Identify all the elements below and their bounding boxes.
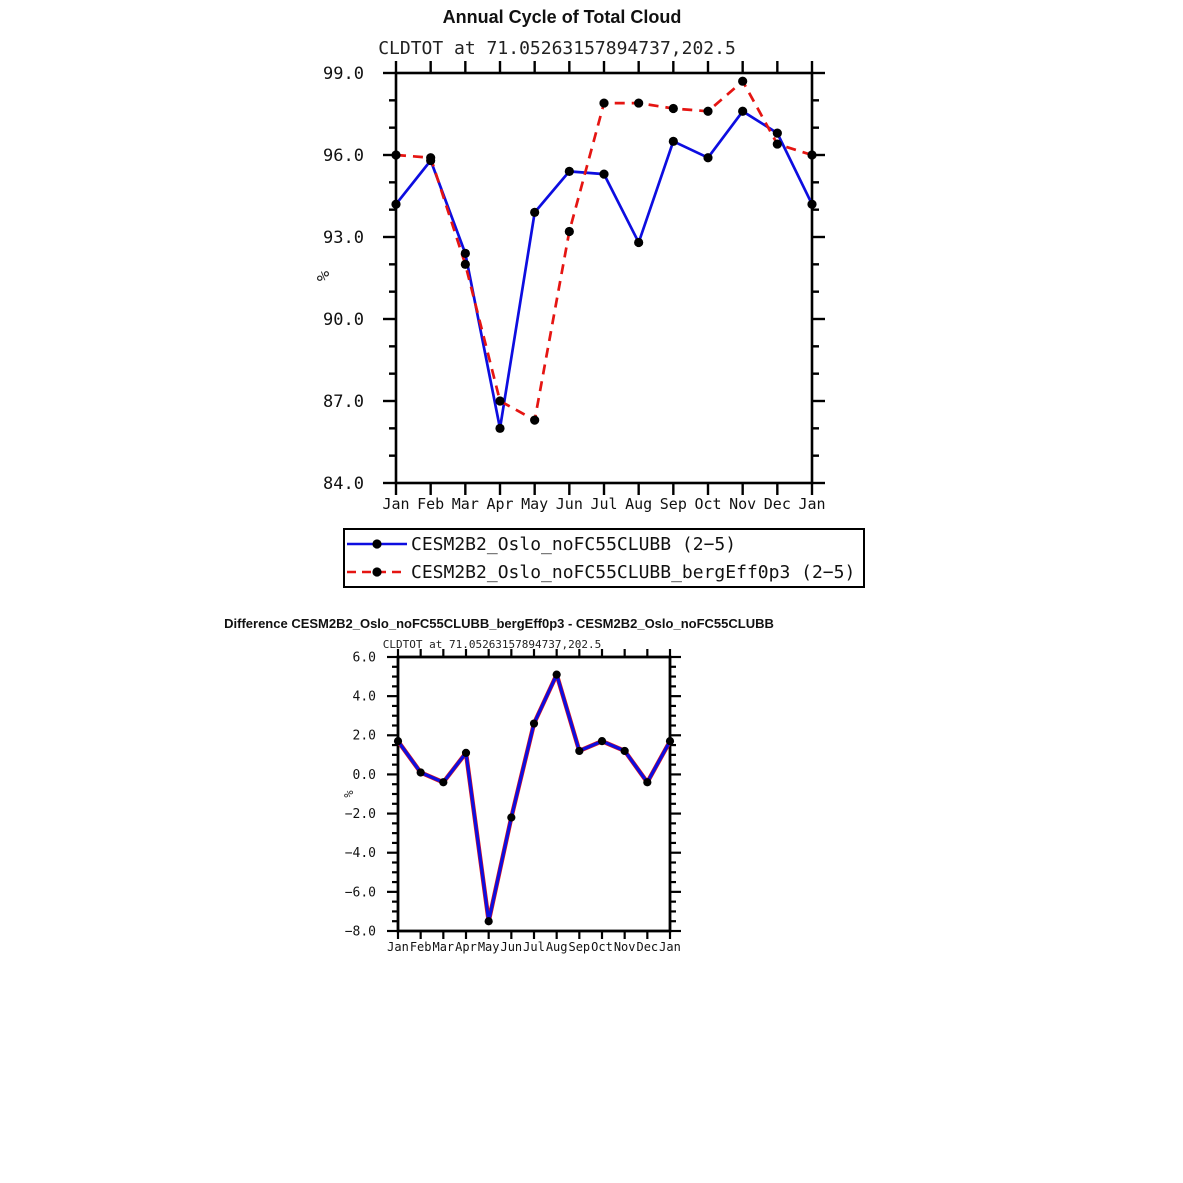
- legend-line-sample-solid-icon: [345, 534, 411, 554]
- legend: [343, 528, 865, 588]
- svg-text:Feb: Feb: [417, 495, 445, 513]
- top-chart-subtitle: CLDTOT at 71.05263157894737,202.5: [378, 38, 736, 59]
- svg-text:Sep: Sep: [568, 940, 591, 954]
- svg-text:Apr: Apr: [455, 940, 477, 954]
- svg-text:Apr: Apr: [486, 495, 514, 513]
- top-chart-title: Annual Cycle of Total Cloud: [442, 7, 682, 27]
- svg-text:Nov: Nov: [729, 495, 757, 513]
- diff-chart-title: Difference CESM2B2_Oslo_noFC55CLUBB_bergEff0p3 - CESM2B2_Oslo_noFC55CLUBB: [224, 616, 774, 631]
- diff-chart-subtitle: CLDTOT at 71.05263157894737,202.5: [382, 638, 602, 651]
- svg-text:Sep: Sep: [659, 495, 687, 513]
- svg-text:Aug: Aug: [545, 940, 568, 954]
- legend-label-experiment: CESM2B2_Oslo_noFC55CLUBB_bergEff0p3 (2−5): [411, 561, 856, 583]
- svg-text:Mar: Mar: [451, 495, 479, 513]
- svg-text:Jul: Jul: [523, 940, 545, 954]
- svg-text:−6.0: −6.0: [344, 885, 376, 901]
- legend-label-control: CESM2B2_Oslo_noFC55CLUBB (2−5): [411, 533, 737, 555]
- svg-text:Nov: Nov: [613, 940, 636, 954]
- legend-line-sample-dashed-icon: [345, 562, 411, 582]
- svg-text:Jan: Jan: [798, 495, 826, 513]
- legend-row-control: [345, 530, 863, 558]
- svg-text:93.0: 93.0: [323, 227, 364, 248]
- svg-text:Dec: Dec: [763, 495, 791, 513]
- svg-text:May: May: [477, 940, 500, 954]
- svg-text:Jun: Jun: [500, 940, 523, 954]
- svg-text:May: May: [521, 495, 549, 513]
- svg-text:90.0: 90.0: [323, 309, 364, 330]
- svg-text:96.0: 96.0: [323, 145, 364, 166]
- svg-text:0.0: 0.0: [352, 767, 376, 783]
- svg-text:99.0: 99.0: [323, 63, 364, 84]
- svg-text:Jun: Jun: [555, 495, 583, 513]
- svg-text:Aug: Aug: [625, 495, 653, 513]
- svg-text:Feb: Feb: [409, 940, 432, 954]
- svg-text:Jan: Jan: [382, 495, 410, 513]
- top-chart-y-axis-label: %: [314, 270, 334, 282]
- svg-text:Dec: Dec: [636, 940, 659, 954]
- svg-text:87.0: 87.0: [323, 391, 364, 412]
- svg-text:Mar: Mar: [432, 940, 455, 954]
- legend-row-experiment: [345, 558, 863, 586]
- svg-text:84.0: 84.0: [323, 473, 364, 494]
- svg-text:4.0: 4.0: [352, 689, 376, 705]
- svg-text:Jan: Jan: [659, 940, 681, 954]
- diff-chart-y-axis-label: %: [342, 790, 356, 798]
- svg-text:Jul: Jul: [590, 495, 618, 513]
- svg-text:Oct: Oct: [591, 940, 613, 954]
- svg-text:−8.0: −8.0: [344, 924, 376, 940]
- svg-text:Oct: Oct: [694, 495, 722, 513]
- svg-text:−2.0: −2.0: [344, 806, 376, 822]
- svg-text:2.0: 2.0: [352, 728, 376, 744]
- svg-text:−4.0: −4.0: [344, 846, 376, 862]
- svg-text:6.0: 6.0: [352, 650, 376, 666]
- svg-text:Jan: Jan: [387, 940, 409, 954]
